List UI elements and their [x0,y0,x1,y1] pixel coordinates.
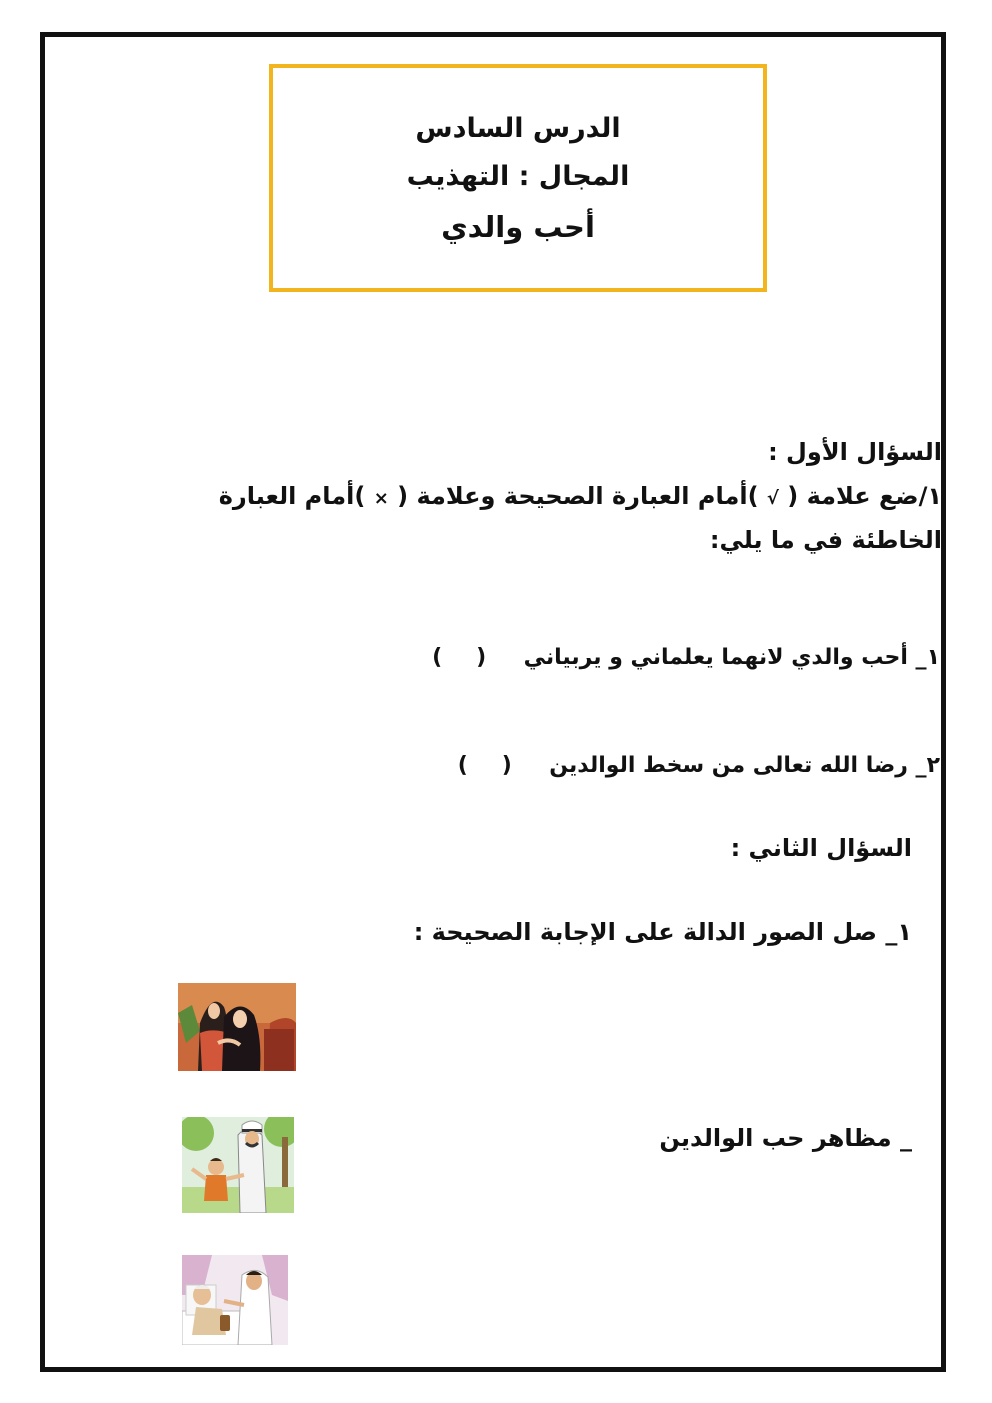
instruction-part-b: )أمام العبارة الصحيحة وعلامة ( [397,482,759,510]
father-son-walk-picture[interactable] [182,1117,294,1213]
lesson-title-box [269,64,767,292]
lesson-topic: أحب والدي [441,210,595,244]
statement-2-text: ٢_ رضا الله تعالى من سخط الوالدين [549,753,940,778]
statement-2 [458,750,940,782]
answer-blank-2-open: ( [501,753,512,778]
answer-blank-2-close: ) [457,753,468,778]
question-two-heading: السؤال الثاني : [730,834,912,862]
mother-daughter-hug-picture[interactable] [178,983,296,1071]
lesson-number: الدرس السادس [415,113,621,144]
matching-option[interactable]: _ مظاهر حب الوالدين [659,1124,912,1152]
lesson-domain: المجال : التهذيب [406,161,630,192]
instruction-part-c: )أمام العبارة [218,482,366,510]
answer-blank-1-open: ( [476,645,487,670]
question-one-instruction [219,480,942,515]
question-two-instruction: ١_ صل الصور الدالة على الإجابة الصحيحة : [413,918,912,946]
son-feeding-sick-parent-picture[interactable] [182,1255,288,1345]
question-one-heading: السؤال الأول : [768,438,942,466]
instruction-part-a: ١/ضع علامة ( [787,482,942,510]
statement-1 [432,642,940,674]
answer-blank-1-close: ) [432,645,443,670]
statement-1-text: ١_ أحب والدي لانهما يعلماني و يربياني [523,645,940,670]
cross-mark-icon: × [373,488,389,509]
question-one-instruction-continued: الخاطئة في ما يلي: [709,526,942,554]
check-mark-icon: √ [766,488,779,509]
